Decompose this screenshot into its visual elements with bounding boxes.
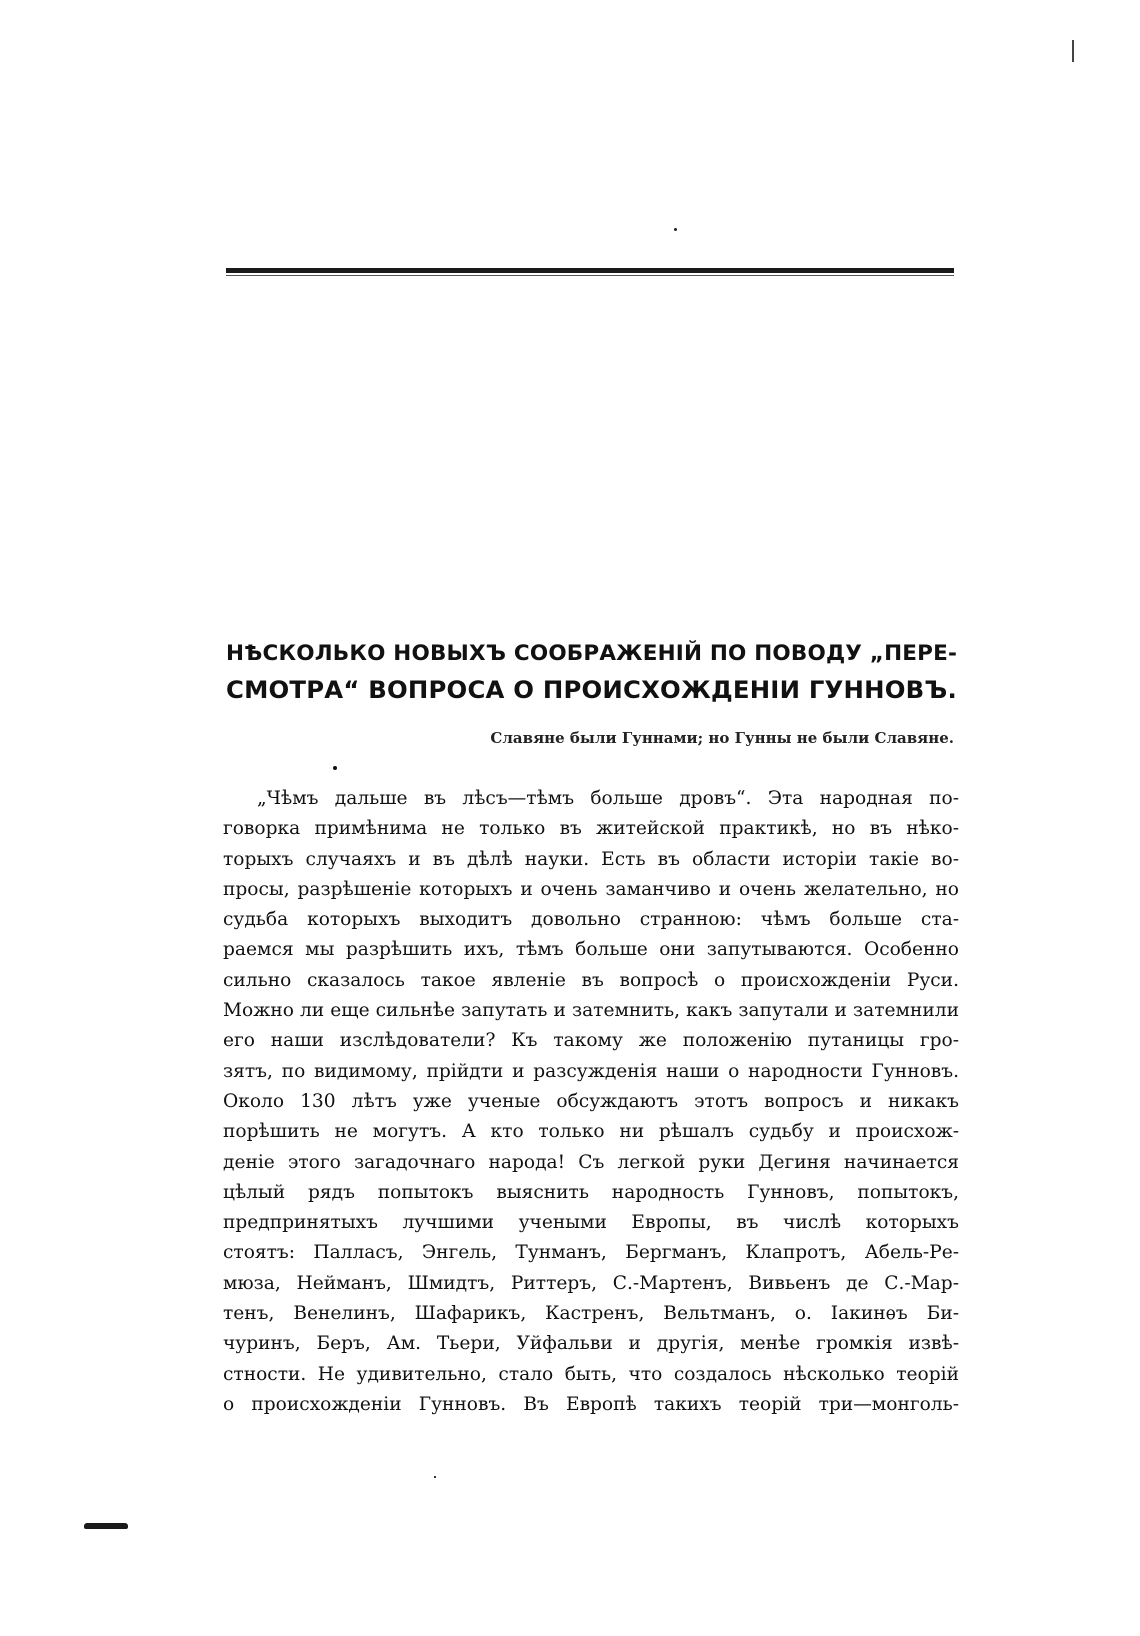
body-line: о происхожденіи Гунновъ. Въ Европѣ такихъ теорій три—монголь- <box>223 1393 959 1415</box>
scan-mark-top-right <box>1072 40 1074 62</box>
body-line: просы, разрѣшеніе которыхъ и очень заманчиво и очень желательно, но <box>223 878 959 900</box>
body-line: торыхъ случаяхъ и въ дѣлѣ науки. Есть въ области исторіи такіе во- <box>223 848 959 870</box>
header-rule <box>226 268 954 273</box>
body-line: предпринятыхъ лучшими учеными Европы, въ числѣ которыхъ <box>223 1212 959 1234</box>
body-line: стоятъ: Палласъ, Энгель, Тунманъ, Бергманъ, Клапротъ, Абель-Ре- <box>223 1242 959 1264</box>
body-line: деніе этого загадочнаго народа! Съ легкой руки Дегиня начинается <box>223 1151 959 1173</box>
scan-speck-middle <box>333 766 337 770</box>
body-line: сильно сказалось такое явленіе въ вопросѣ о происхожденіи Руси. <box>223 969 959 991</box>
body-line: тенъ, Венелинъ, Шафарикъ, Кастренъ, Вельтманъ, о. Іакинѳъ Би- <box>223 1303 959 1325</box>
body-paragraph <box>223 784 959 1420</box>
article-title <box>226 636 956 708</box>
body-line: цѣлый рядъ попытокъ выяснить народность Гунновъ, попытокъ, <box>223 1181 959 1203</box>
body-line: зятъ, по видимому, прійдти и разсужденія наши о народности Гунновъ. <box>223 1060 959 1082</box>
body-line: мюза, Нейманъ, Шмидтъ, Риттеръ, С.-Мартенъ, Вивьенъ де С.-Мар- <box>223 1272 959 1294</box>
header-rule-thin <box>226 275 954 276</box>
scan-speck-top <box>674 228 677 231</box>
body-line: стности. Не удивительно, стало быть, что создалось нѣсколько теорій <box>223 1363 959 1385</box>
body-line: судьба которыхъ выходитъ довольно странною: чѣмъ больше ста- <box>223 909 959 931</box>
body-line: раемся мы разрѣшить ихъ, тѣмъ больше они запутываются. Особенно <box>223 939 959 961</box>
article-title-line-1: НѢСКОЛЬКО НОВЫХЪ СООБРАЖЕНІЙ ПО ПОВОДУ „ПЕРЕ- <box>226 641 958 666</box>
body-line: Можно ли еще сильнѣе запутать и затемнить, какъ запутали и затемнили <box>223 1000 959 1022</box>
scan-speck-bottom <box>434 1476 436 1478</box>
body-line: его наши изслѣдователи? Къ такому же положенію путаницы гро- <box>223 1030 959 1052</box>
body-line: говорка примѣнима не только въ житейской практикѣ, но въ нѣко- <box>223 818 959 840</box>
body-line: „Чѣмъ дальше въ лѣсъ—тѣмъ больше дровъ“. Эта народная по- <box>257 788 959 809</box>
body-line: Около 130 лѣтъ уже ученые обсуждаютъ этотъ вопросъ и никакъ <box>223 1090 959 1112</box>
epigraph: Славяне были Гуннами; но Гунны не были Славяне. <box>490 729 954 747</box>
scan-mark-left <box>84 1523 128 1529</box>
body-line: порѣшить не могутъ. А кто только ни рѣшалъ судьбу и происхож- <box>223 1121 959 1143</box>
article-title-line-2: СМОТРА“ ВОПРОСА О ПРОИСХОЖДЕНІИ ГУННОВЪ. <box>226 675 957 704</box>
body-line: чуринъ, Беръ, Ам. Тьери, Уйфальви и другія, менѣе громкія извѣ- <box>223 1333 959 1355</box>
